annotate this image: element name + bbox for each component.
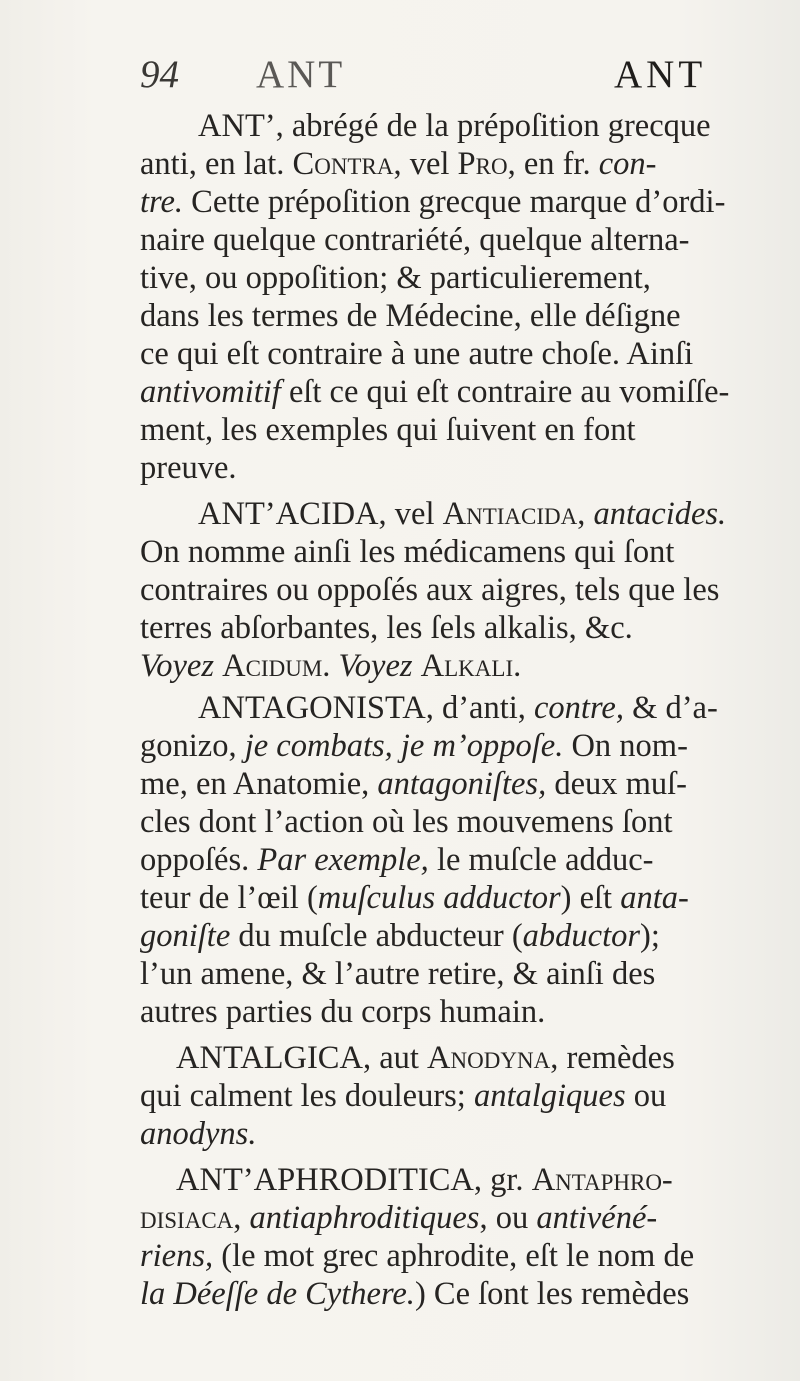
text-run: le muſcle adduc- <box>428 842 654 878</box>
text-line <box>140 182 725 222</box>
text-run: (le mot grec aphrodite, eſt le nom de <box>213 1238 695 1274</box>
text-run: On nom- <box>563 728 688 764</box>
text-line <box>140 144 656 184</box>
text-run: ou <box>625 1078 667 1114</box>
text-run: ); <box>640 918 660 954</box>
text-line <box>140 1236 694 1276</box>
text-line <box>176 1160 673 1200</box>
text-run: la Déeſſe de Cythere. <box>140 1276 415 1312</box>
text-line <box>140 1076 666 1116</box>
text-line <box>176 1038 675 1078</box>
text-run: . <box>322 648 339 684</box>
text-run: ) eſt <box>560 880 621 916</box>
text-line <box>140 764 687 804</box>
text-run: anti, en lat. <box>140 146 293 182</box>
text-line <box>140 916 660 956</box>
text-line <box>140 296 681 336</box>
text-run: Acidum <box>222 648 323 684</box>
running-head-left: ANT <box>256 53 346 96</box>
text-line <box>140 1114 256 1154</box>
text-run: ce qui eſt contraire à une autre choſe. Ainſi <box>140 336 694 372</box>
text-run: abductor <box>522 918 641 954</box>
text-run: l’un amene, & l’autre retire, & ainſi des <box>140 956 656 992</box>
text-run: Voyez <box>338 648 413 684</box>
text-line <box>140 646 521 686</box>
text-line <box>198 688 718 728</box>
text-run: ment, les exemples qui ſuivent en font <box>140 412 636 448</box>
text-run: riens, <box>140 1238 214 1274</box>
text-line <box>140 532 674 572</box>
text-line <box>140 954 655 994</box>
text-line <box>140 878 689 918</box>
text-line <box>140 992 545 1032</box>
text-run: ANT’APHRODITICA, gr. <box>176 1162 532 1198</box>
text-run: autres parties du corps humain. <box>140 994 546 1030</box>
text-run: disiaca <box>140 1200 234 1236</box>
text-run: , <box>233 1200 250 1236</box>
text-line <box>140 726 688 766</box>
text-run: ANTALGICA, aut <box>176 1040 428 1076</box>
text-run: antivomitif <box>140 374 281 410</box>
text-line <box>140 220 690 260</box>
text-run: , ou <box>479 1200 537 1236</box>
page-number: 94 <box>140 53 179 96</box>
text-run <box>214 648 222 684</box>
text-run: Contra <box>292 146 394 182</box>
text-run: gonizo, <box>140 728 245 764</box>
text-run: ANT’ACIDA, vel <box>198 496 443 532</box>
text-run: . <box>513 648 522 684</box>
text-run: Antaphro- <box>531 1162 673 1198</box>
running-head <box>140 52 720 98</box>
text-run: con- <box>598 146 657 182</box>
text-run: Pro <box>457 146 508 182</box>
text-run: contre, <box>534 690 624 726</box>
text-run: qui calment les douleurs; <box>140 1078 474 1114</box>
text-run: muſculus adductor <box>317 880 561 916</box>
text-run: Voyez <box>140 648 214 684</box>
text-run: antagoniſtes, <box>377 766 547 802</box>
text-run: anodyns. <box>140 1116 257 1152</box>
text-run: je combats, je m’oppoſe. <box>244 728 564 764</box>
text-run: ANTAGONISTA, d’anti, <box>198 690 534 726</box>
text-run <box>413 648 421 684</box>
text-run: ANT’, abrégé de la prépoſition grecque <box>198 108 711 144</box>
text-line <box>198 494 726 534</box>
text-run: On nomme ainſi les médicamens qui ſont <box>140 534 675 570</box>
text-run: cles dont l’action où les mouvemens ſont <box>140 804 673 840</box>
text-line <box>198 106 711 146</box>
text-run: Par exemple, <box>257 842 429 878</box>
text-run: , en fr. <box>507 146 599 182</box>
text-line <box>140 1198 657 1238</box>
text-run: antivéné- <box>536 1200 658 1236</box>
text-line <box>140 448 237 488</box>
text-run: ) Ce ſont les remèdes <box>414 1276 690 1312</box>
text-run: oppoſés. <box>140 842 258 878</box>
text-run: terres abſorbantes, les ſels alkalis, &c. <box>140 610 633 646</box>
text-run: teur de l’œil ( <box>140 880 318 916</box>
text-run: Cette prépoſition grecque marque d’ordi- <box>183 184 726 220</box>
running-head-right: ANT <box>614 53 707 96</box>
text-run: antalgiques <box>473 1078 626 1114</box>
text-line <box>140 1274 689 1314</box>
text-line <box>140 608 633 648</box>
text-line <box>140 802 673 842</box>
text-run: , vel <box>393 146 458 182</box>
text-run: Antiacida <box>442 496 578 532</box>
text-run: Alkali <box>420 648 514 684</box>
text-run: goniſte <box>140 918 231 954</box>
text-run: antacides. <box>593 496 727 532</box>
text-run: dans les termes de Médecine, elle déſigne <box>140 298 681 334</box>
text-run: deux muſ- <box>546 766 688 802</box>
text-line <box>140 258 651 298</box>
text-line <box>140 410 636 450</box>
text-line <box>140 840 654 880</box>
text-run: & d’a- <box>623 690 718 726</box>
text-run: eſt ce qui eſt contraire au vomiſſe- <box>280 374 730 410</box>
text-line <box>140 570 719 610</box>
text-run: contraires ou oppoſés aux aigres, tels que les <box>140 572 720 608</box>
text-line <box>140 334 693 374</box>
text-run: me, en Anatomie, <box>140 766 378 802</box>
text-run: antiaphroditiques <box>249 1200 480 1236</box>
text-line <box>140 372 729 412</box>
text-run: tre. <box>140 184 184 220</box>
text-run: du muſcle abducteur ( <box>230 918 523 954</box>
text-run: , <box>577 496 594 532</box>
text-run: , remèdes <box>550 1040 675 1076</box>
text-run: anta- <box>620 880 689 916</box>
text-run: Anodyna <box>427 1040 551 1076</box>
text-run: preuve. <box>140 450 237 486</box>
text-run: tive, ou oppoſition; & particulierement, <box>140 260 651 296</box>
text-run: naire quelque contrariété, quelque alterna- <box>140 222 690 258</box>
